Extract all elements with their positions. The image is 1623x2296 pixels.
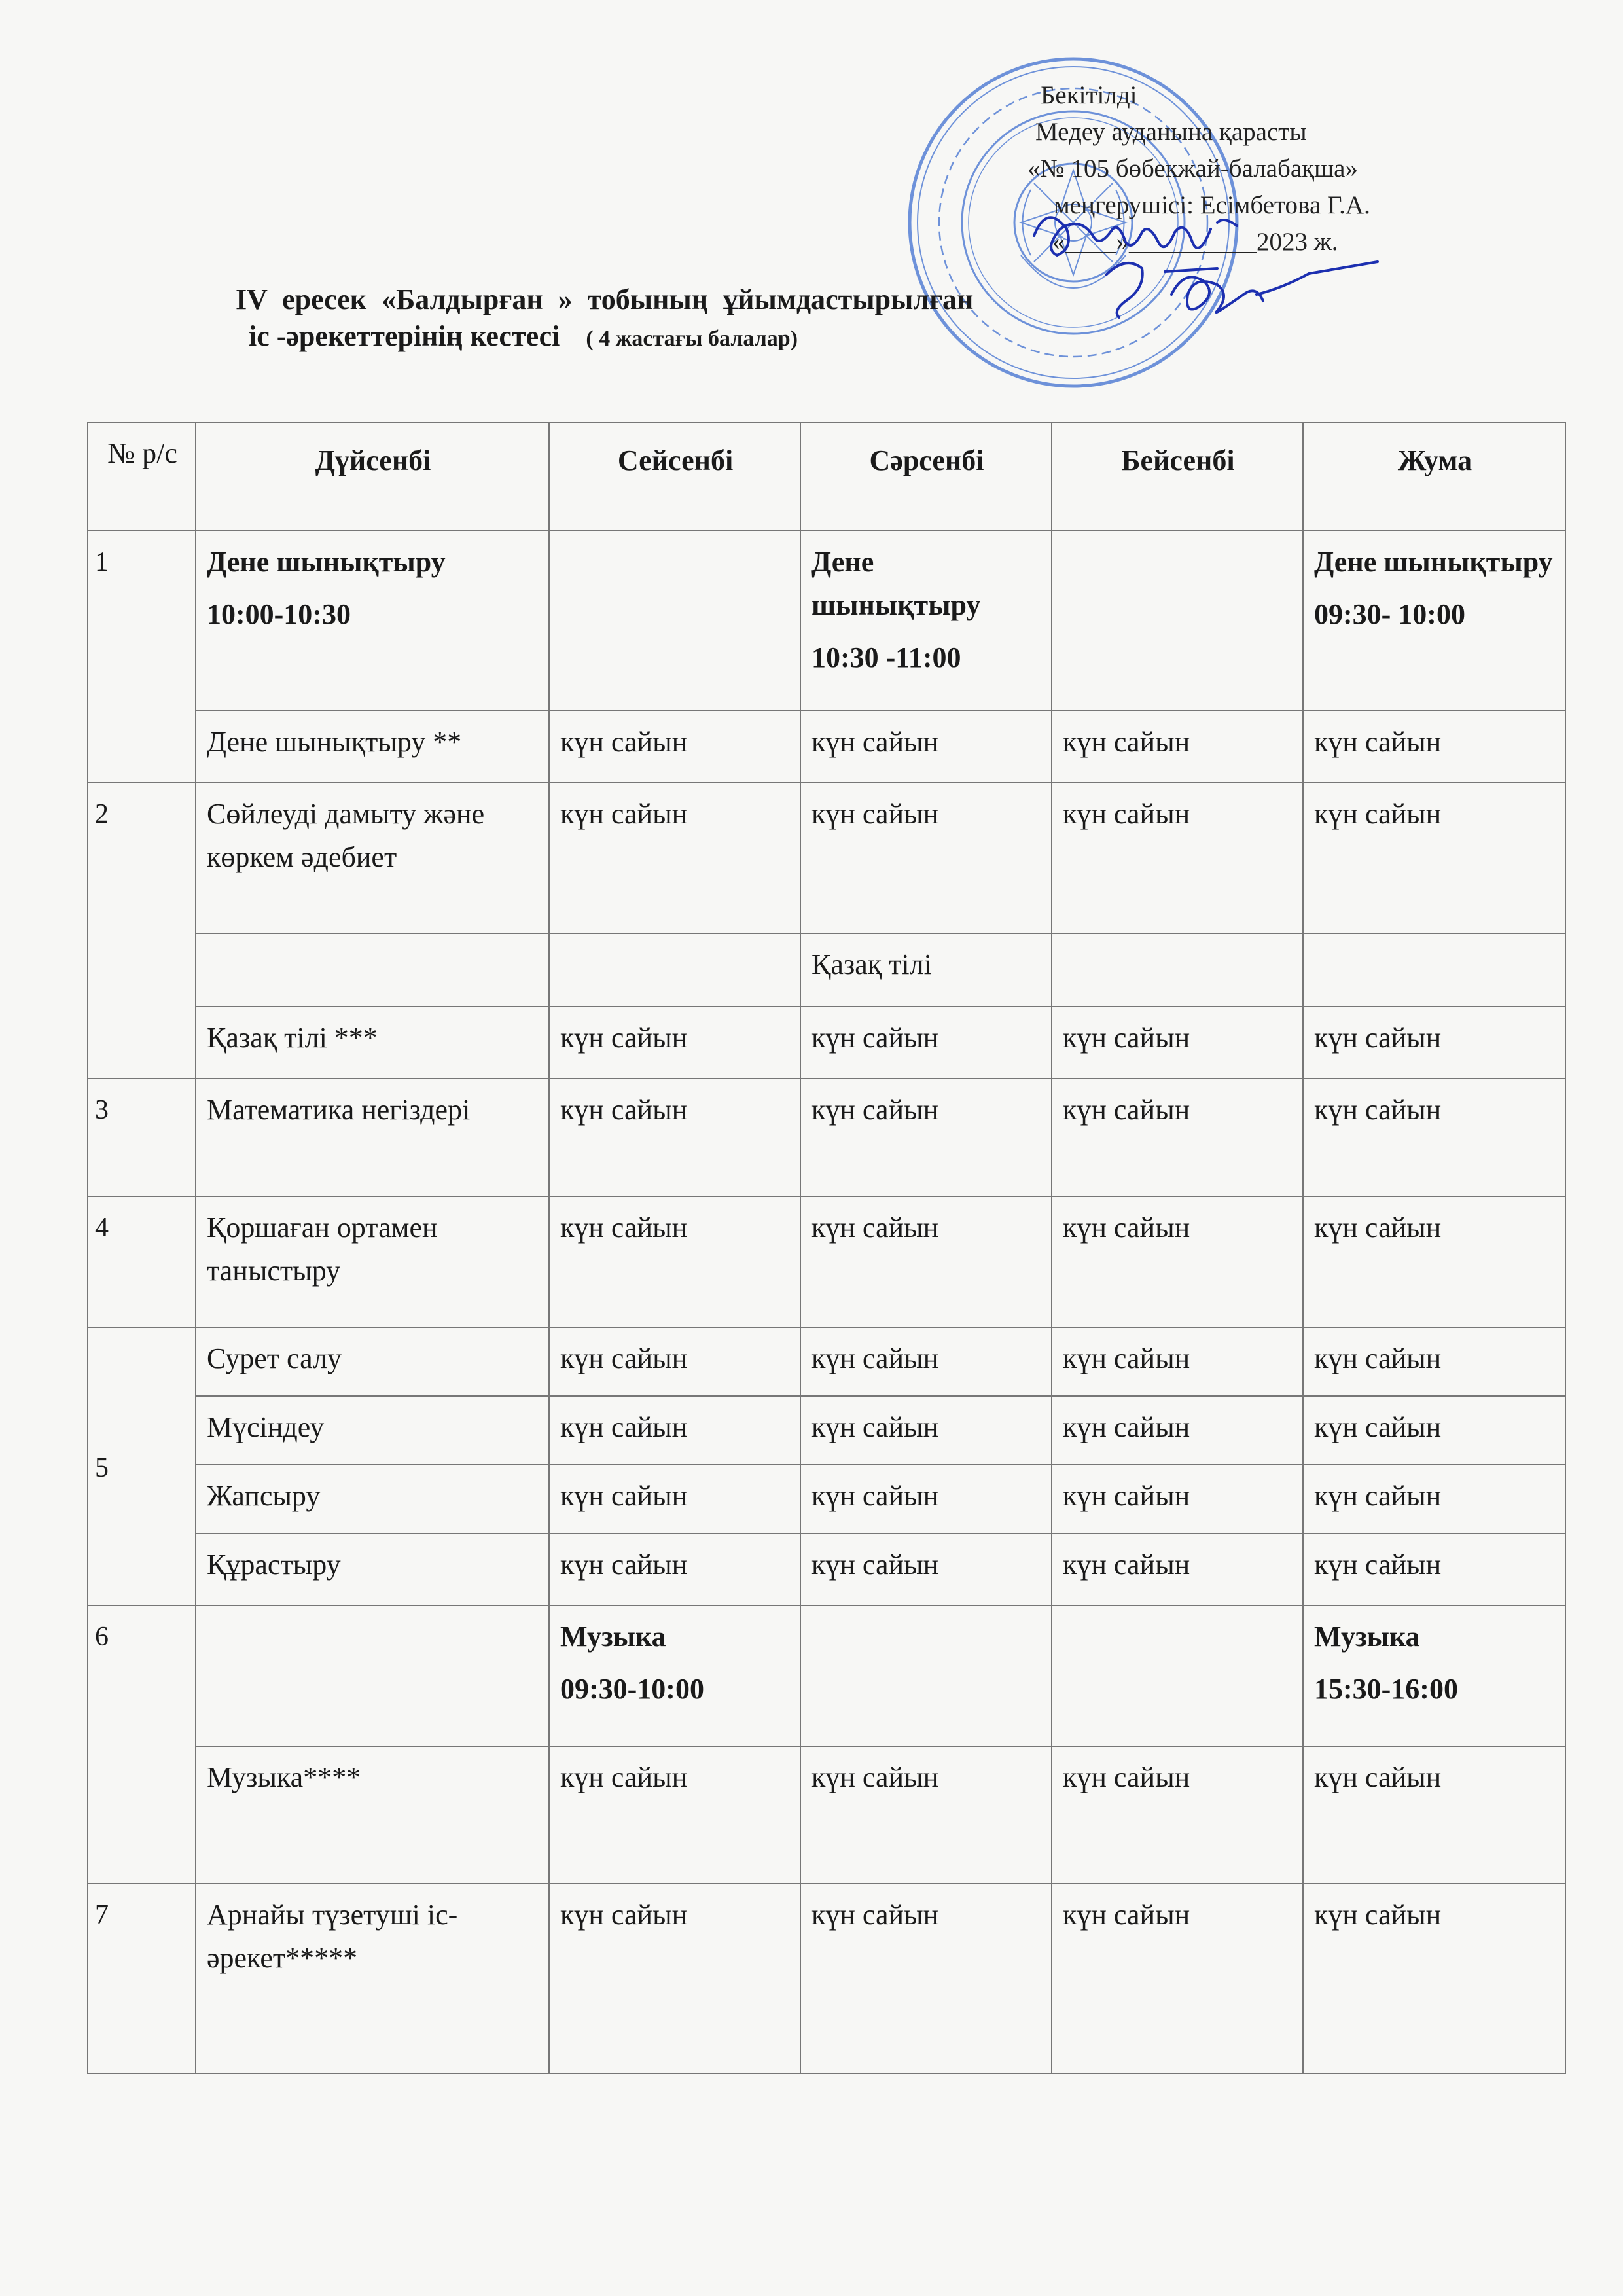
cell-daily: күн сайын (1052, 1465, 1303, 1534)
cell-daily: күн сайын (1052, 1884, 1303, 2073)
cell-music-tuesday (549, 1605, 800, 1746)
cell-daily: күн сайын (1303, 1746, 1565, 1884)
table-row (88, 1465, 1565, 1534)
cell-daily: күн сайын (1303, 1884, 1565, 2073)
schedule-table (87, 422, 1566, 2074)
cell-daily: күн сайын (549, 1746, 800, 1884)
table-row (88, 1079, 1565, 1196)
cell-empty (1052, 531, 1303, 711)
cell-daily: күн сайын (549, 1534, 800, 1605)
approval-line-2: Медеу ауданына қарасты (1035, 118, 1307, 146)
cell-daily: күн сайын (549, 1196, 800, 1327)
pe-time-wednesday: 10:30 -11:00 (812, 641, 961, 673)
title-age-note: ( 4 жастағы балалар) (586, 327, 798, 351)
table-row (88, 1327, 1565, 1396)
cell-daily: күн сайын (549, 1465, 800, 1534)
speech-label: Сөйлеуді дамыту және көркем әдебиет (196, 783, 549, 933)
cell-daily: күн сайын (800, 783, 1052, 933)
cell-daily: күн сайын (549, 1884, 800, 2073)
cell-daily: күн сайын (1052, 1079, 1303, 1196)
pe-time-monday: 10:00-10:30 (207, 598, 351, 630)
row-number: 6 (88, 1605, 196, 1884)
cell-daily: күн сайын (800, 1007, 1052, 1079)
table-row (88, 1007, 1565, 1079)
pe-extra-label: Дене шынықтыру ** (196, 711, 549, 783)
cell-daily: күн сайын (1052, 1534, 1303, 1605)
cell-daily: күн сайын (1303, 1327, 1565, 1396)
cell-daily: күн сайын (549, 1327, 800, 1396)
cell-daily: күн сайын (1303, 1079, 1565, 1196)
drawing-label: Сурет салу (196, 1327, 549, 1396)
music-extra-label: Музыка**** (196, 1746, 549, 1884)
table-row (88, 1396, 1565, 1465)
music-label: Музыка (560, 1621, 666, 1653)
cell-daily: күн сайын (549, 1007, 800, 1079)
table-row (88, 1196, 1565, 1327)
cell-music-friday (1303, 1605, 1565, 1746)
cell-daily: күн сайын (1303, 1465, 1565, 1534)
table-row (88, 1746, 1565, 1884)
header-thursday: Бейсенбі (1052, 423, 1303, 531)
title-line-1: ІV ересек «Балдырған » тобының ұйымдастырылған (236, 283, 974, 315)
cell-empty (1052, 933, 1303, 1007)
approval-line-1: Бекітілді (1041, 81, 1137, 109)
approval-line-5: «____»__________2023 ж. (1052, 228, 1338, 256)
cell-empty (549, 933, 800, 1007)
cell-daily: күн сайын (800, 1746, 1052, 1884)
modeling-label: Мүсіндеу (196, 1396, 549, 1465)
cell-daily: күн сайын (1303, 1534, 1565, 1605)
pe-label: Дене шынықтыру (207, 546, 446, 578)
table-row (88, 531, 1565, 711)
row-number: 5 (88, 1327, 196, 1605)
cell-daily: күн сайын (800, 1196, 1052, 1327)
pe-label: Дене шынықтыру (1314, 546, 1553, 578)
table-row (88, 1605, 1565, 1746)
cell-daily: күн сайын (1303, 783, 1565, 933)
table-row (88, 783, 1565, 933)
cell-daily: күн сайын (1303, 711, 1565, 783)
music-time-friday: 15:30-16:00 (1314, 1673, 1458, 1705)
header-row (88, 423, 1565, 531)
table-row (88, 1884, 1565, 2073)
cell-daily: күн сайын (1052, 1196, 1303, 1327)
cell-empty (196, 933, 549, 1007)
cell-daily: күн сайын (800, 711, 1052, 783)
cell-daily: күн сайын (800, 1079, 1052, 1196)
header-num: № р/с (88, 423, 196, 531)
header-wednesday: Сәрсенбі (800, 423, 1052, 531)
table-row (88, 933, 1565, 1007)
cell-daily: күн сайын (1052, 1396, 1303, 1465)
cell-daily: күн сайын (800, 1534, 1052, 1605)
cell-daily: күн сайын (1303, 1396, 1565, 1465)
cell-pe-monday (196, 531, 549, 711)
cell-daily: күн сайын (1303, 1007, 1565, 1079)
row-number: 1 (88, 531, 196, 783)
approval-line-3: «№ 105 бөбекжай-балабақша» (1027, 154, 1358, 183)
signature (1021, 196, 1387, 367)
row-number: 7 (88, 1884, 196, 2073)
cell-daily: күн сайын (1052, 783, 1303, 933)
cell-empty (1052, 1605, 1303, 1746)
math-label: Математика негіздері (196, 1079, 549, 1196)
cell-daily: күн сайын (1052, 1327, 1303, 1396)
header-tuesday: Сейсенбі (549, 423, 800, 531)
approval-line-4: меңгерушісі: Есімбетова Г.А. (1054, 191, 1370, 219)
music-label: Музыка (1314, 1621, 1420, 1653)
cell-pe-wednesday (800, 531, 1052, 711)
cell-daily: күн сайын (549, 711, 800, 783)
cell-daily: күн сайын (1052, 1007, 1303, 1079)
cell-empty (196, 1605, 549, 1746)
table-row (88, 711, 1565, 783)
cell-daily: күн сайын (549, 1396, 800, 1465)
cell-daily: күн сайын (800, 1884, 1052, 2073)
cell-daily: күн сайын (549, 783, 800, 933)
cell-daily: күн сайын (800, 1396, 1052, 1465)
cell-empty (800, 1605, 1052, 1746)
kazakh-extra-label: Қазақ тілі *** (196, 1007, 549, 1079)
row-number: 4 (88, 1196, 196, 1327)
environment-label: Қоршаған ортамен таныстыру (196, 1196, 549, 1327)
cell-daily: күн сайын (1052, 711, 1303, 783)
cell-daily: күн сайын (1052, 1746, 1303, 1884)
row-number: 2 (88, 783, 196, 1079)
cell-empty (1303, 933, 1565, 1007)
title-line-2-main: іс -әрекеттерінің кестесі (249, 320, 560, 352)
applique-label: Жапсыру (196, 1465, 549, 1534)
pe-label: Дене шынықтыру (812, 546, 981, 621)
cell-empty (549, 531, 800, 711)
correction-label: Арнайы түзетуші іс-әрекет***** (196, 1884, 549, 2073)
cell-daily: күн сайын (1303, 1196, 1565, 1327)
cell-daily: күн сайын (800, 1465, 1052, 1534)
table-row (88, 1534, 1565, 1605)
music-time-tuesday: 09:30-10:00 (560, 1673, 704, 1705)
header-friday: Жума (1303, 423, 1565, 531)
pe-time-friday: 09:30- 10:00 (1314, 598, 1465, 630)
cell-daily: күн сайын (549, 1079, 800, 1196)
header-monday: Дүйсенбі (196, 423, 549, 531)
cell-pe-friday (1303, 531, 1565, 711)
cell-daily: күн сайын (800, 1327, 1052, 1396)
kazakh-wednesday: Қазақ тілі (800, 933, 1052, 1007)
row-number: 3 (88, 1079, 196, 1196)
construction-label: Құрастыру (196, 1534, 549, 1605)
